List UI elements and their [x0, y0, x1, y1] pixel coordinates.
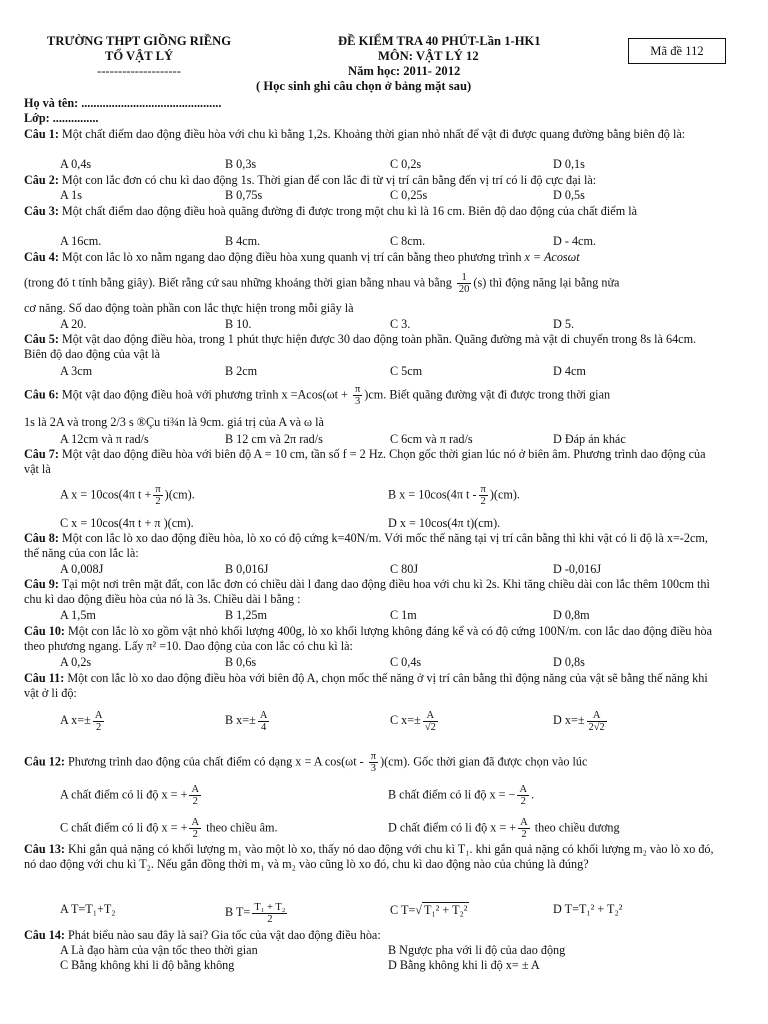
option-a[interactable]: A chất điểm có li độ x = + $\frac{A}{2}$: [60, 784, 200, 807]
question-text: Một con lắc đơn có chu kì dao động 1s. Thời gian để con lắc đi từ vị trí cân bằng đến vị trí có li độ cực đại là:: [58, 173, 597, 187]
answers-2: [60, 188, 720, 202]
exam-note: ( Học sinh ghi câu chọn ở bảng mặt sau): [256, 79, 472, 93]
option-d[interactable]: D Bằng không khi li độ x= ± A: [388, 958, 540, 972]
option-b[interactable]: B 0,016J: [225, 562, 269, 576]
question-text: Một vật dao động điều hòa với biên độ A = 10 cm, tần số f = 2 Hz. Chọn gốc thời gian lúc nó ở biên âm. Phương trình dao động của vật là: [24, 447, 706, 476]
option-c[interactable]: C x=± $\frac{A}{√2}$: [390, 710, 436, 733]
option-b[interactable]: B T= $\frac{\text{T₁ + T₂}}{2}$: [225, 902, 286, 925]
answers-10: [60, 655, 720, 669]
question-label: Câu 13:: [24, 842, 65, 856]
school-name: TRƯỜNG THPT GIỒNG RIỀNG: [46, 34, 232, 48]
option-c[interactable]: C T=√ T₁² + T₂²: [390, 903, 468, 917]
option-a[interactable]: A 3cm: [60, 364, 93, 378]
question-4-line2: (trong đó t tính bằng giây). Biết rằng cứ sau những khoảng thời gian bằng nhau và bằng $\frac{1}{20}$ (s) thì động năng lại bằng nửa: [24, 272, 620, 295]
option-a[interactable]: A 0,4s: [60, 157, 92, 171]
option-a[interactable]: A 12cm và π rad/s: [60, 432, 149, 446]
option-c[interactable]: C 0,25s: [390, 188, 428, 202]
exam-title: ĐỀ KIỂM TRA 40 PHÚT-Lần 1-HK1: [338, 34, 541, 48]
question-label: Câu 3:: [24, 204, 59, 218]
exam-subject: MÔN: VẬT LÝ 12: [378, 49, 479, 63]
question-label: Câu 8:: [24, 531, 59, 545]
answers-7-ab: [60, 484, 720, 507]
option-a[interactable]: A Là đạo hàm của vận tốc theo thời gian: [60, 943, 258, 957]
option-d[interactable]: D T=T₁² + T₂²: [553, 902, 623, 916]
dash-line: --------------------: [97, 64, 181, 78]
question-text: Tại một nơi trên mặt đất, con lắc đơn có chiều dài l đang dao động điều hoa với chu kì 2s. Khi tăng chiều dài con lắc thêm 100cm thì chu kì dao động điều hòa của nó là 3s. Chiều dài l bằng :: [24, 577, 710, 606]
option-b[interactable]: B Ngược pha với li độ của dao động: [388, 943, 566, 957]
answers-9: [60, 608, 720, 622]
option-a[interactable]: A 1,5m: [60, 608, 96, 622]
answers-5: [60, 364, 720, 378]
department: TỔ VẬT LÝ: [104, 49, 174, 63]
question-7: [24, 447, 722, 476]
option-a[interactable]: A 1s: [60, 188, 83, 202]
option-a[interactable]: A 0,2s: [60, 655, 92, 669]
option-c[interactable]: C 80J: [390, 562, 419, 576]
option-d[interactable]: D Đáp án khác: [553, 432, 626, 446]
question-9: [24, 577, 722, 606]
question-text: Một con lắc lò xo dao động điều hòa với biên độ A, chọn mốc thế năng ở vị trí cân bằng thì động năng của vật sẽ bằng thế năng khi vật ở li độ:: [24, 671, 708, 700]
question-4-line3: cơ năng. Số dao động toàn phần con lắc thực hiện trong mỗi giây là: [24, 301, 354, 315]
question-label: Câu 2:: [24, 173, 59, 187]
question-text: Một vật dao động điều hòa, trong 1 phút thực hiện được 30 dao động toàn phần. Quãng đường mà vật di chuyển trong 8s là 64cm. Biên độ dao động của vật là: [24, 332, 697, 361]
question-13: [24, 842, 722, 871]
question-label: Câu 11:: [24, 671, 65, 685]
question-label: Câu 7:: [24, 447, 59, 461]
answers-7-cd: [60, 516, 720, 530]
option-d[interactable]: D 0,1s: [553, 157, 585, 171]
option-b[interactable]: B 10.: [225, 317, 252, 331]
question-text: Một con lắc lò xo dao động điều hòa, lò xo có độ cứng k=40N/m. Với mốc thế năng tại vị trí cân bằng thì khi vật có li độ là x=-2cm, thế năng của con lắc là:: [24, 531, 708, 560]
question-5: [24, 332, 722, 361]
question-1: [24, 127, 722, 142]
question-text: Một chất điểm dao động điều hòa với chu kì bằng 1,2s. Khoảng thời gian nhỏ nhất để vật đi được quang đường bằng biên độ là:: [58, 127, 686, 141]
question-12: Câu 12: Phương trình dao động của chất điểm có dạng x = A cos(ωt - $\frac{\pi}{3}$ )(cm). Gốc thời gian đã được chọn vào lúc: [24, 751, 588, 774]
question-text: Khi gắn quả nặng có khối lượng m₁ vào một lò xo, thấy nó dao động với chu kì T₁. khi gắn quả nặng có khối lượng m₂ vào lò xo đó, nó dao động với chu kì T₂. Nếu gắn đồng thời m₁ và m₂ vào cũng lò xo đó, chu kì dao động nào của chúng là đúng?: [24, 842, 714, 871]
option-b[interactable]: B chất điểm có li độ x = − $\frac{A}{2}$ .: [388, 784, 535, 807]
option-b[interactable]: B x = 10cos(4π t - $\frac{\pi}{2}$ )(cm).: [388, 484, 520, 507]
question-8: [24, 531, 722, 560]
option-c[interactable]: C 6cm và π rad/s: [390, 432, 473, 446]
answers-12-cd: [60, 817, 720, 840]
answers-6: [60, 432, 720, 446]
question-label: Câu 1:: [24, 127, 59, 141]
answers-14-cd: [60, 958, 720, 972]
question-text: Phương trình dao động của chất điểm có dạng x = A cos(ωt -: [64, 754, 367, 769]
question-text: Một chất điểm dao động điều hoà quãng đường đi được trong một chu kì là 16 cm. Biên độ dao động của chất điểm là: [58, 204, 638, 218]
question-label: Câu 9:: [24, 577, 59, 591]
answers-11: [60, 710, 720, 733]
option-d[interactable]: D 0,8m: [553, 608, 590, 622]
answers-14-ab: [60, 943, 720, 957]
option-c[interactable]: C x = 10cos(4π t + π )(cm).: [60, 516, 194, 530]
option-b[interactable]: B 0,6s: [225, 655, 257, 669]
question-6: Câu 6: Một vật dao động điều hoà với phương trình x =Acos(ωt + $\frac{\pi}{3}$ )cm. Biết quãng đường vật đi được trong thời gian: [24, 384, 611, 407]
option-d[interactable]: D 0,5s: [553, 188, 585, 202]
question-4: [24, 250, 722, 265]
question-6-line2: 1s là 2A và trong 2/3 s ®Çu ti¾n là 9cm. giá trị của A và ω là: [24, 415, 324, 429]
answers-1: [60, 157, 720, 171]
option-a[interactable]: A 20.: [60, 317, 87, 331]
school-year: Năm học: 2011- 2012: [348, 64, 461, 78]
option-d[interactable]: D chất điểm có li độ x = + $\frac{A}{2}$ theo chiều dương: [388, 817, 620, 840]
option-b[interactable]: B 4cm.: [225, 234, 261, 248]
answers-4: [60, 317, 720, 331]
equation: x = Acosωt: [524, 250, 580, 264]
answers-12-ab: [60, 784, 720, 807]
question-label: Câu 10:: [24, 624, 65, 638]
school-header: [24, 34, 254, 79]
option-d[interactable]: D 4cm: [553, 364, 586, 378]
option-c[interactable]: C Bằng không khi li độ bằng không: [60, 958, 235, 972]
question-3: [24, 204, 722, 219]
option-a[interactable]: A T=T₁+T₂: [60, 902, 116, 916]
answers-3: [60, 234, 720, 248]
option-c[interactable]: C 1m: [390, 608, 417, 622]
option-c[interactable]: C 5cm: [390, 364, 423, 378]
option-c[interactable]: C 0,2s: [390, 157, 422, 171]
answers-13: [60, 902, 720, 925]
question-label: Câu 5:: [24, 332, 59, 346]
question-text: Một con lắc lò xo nằm ngang dao động điều hòa xung quanh vị trí cân bằng theo phương trình: [58, 250, 525, 264]
option-c[interactable]: C 0,4s: [390, 655, 422, 669]
option-c[interactable]: C 8cm.: [390, 234, 426, 248]
student-info: [24, 96, 221, 126]
question-2: [24, 173, 722, 188]
fraction: $\frac{1}{20}$: [458, 272, 470, 295]
option-d[interactable]: D - 4cm.: [553, 234, 596, 248]
option-d[interactable]: D 5.: [553, 317, 574, 331]
exam-code-box: Mã đề 112: [628, 38, 726, 64]
fraction: $\frac{\pi}{3}$: [354, 384, 361, 407]
option-d[interactable]: D -0,016J: [553, 562, 602, 576]
question-label: Câu 12:: [24, 754, 65, 769]
option-b[interactable]: B 12 cm và 2π rad/s: [225, 432, 323, 446]
exam-header: [256, 34, 628, 94]
question-label: Câu 6:: [24, 387, 59, 402]
student-class-line: Lớp: ...............: [24, 111, 99, 125]
answers-8: [60, 562, 720, 576]
option-a[interactable]: A x = 10cos(4π t + $\frac{\pi}{2}$ )(cm).: [60, 484, 195, 507]
question-text: Một con lắc lò xo gồm vật nhỏ khối lượng 400g, lò xo khối lượng không đáng kể và có độ cứng 100N/m. con lắc dao động điều hòa theo phương ngang. Lấy π² =10. Dao động của con lắc có chu kì là:: [24, 624, 713, 653]
option-d[interactable]: D x = 10cos(4π t)(cm).: [388, 516, 501, 530]
question-label: Câu 4:: [24, 250, 59, 264]
option-b[interactable]: B 0,3s: [225, 157, 257, 171]
option-a[interactable]: A 0,008J: [60, 562, 104, 576]
question-text: Phát biểu nào sau đây là sai? Gia tốc của vật dao động điều hòa:: [64, 928, 381, 942]
student-name-line: Họ và tên: ..............................................: [24, 96, 222, 110]
option-a[interactable]: A x=± $\frac{A}{2}$: [60, 710, 103, 733]
question-11: [24, 671, 722, 700]
option-a[interactable]: A 16cm.: [60, 234, 102, 248]
option-b[interactable]: B 1,25m: [225, 608, 267, 622]
option-b[interactable]: B 2cm: [225, 364, 258, 378]
option-b[interactable]: B x=± $\frac{A}{4}$: [225, 710, 268, 733]
option-c[interactable]: C 3.: [390, 317, 411, 331]
question-10: [24, 624, 722, 653]
question-14: [24, 928, 722, 943]
question-label: Câu 14:: [24, 928, 65, 942]
option-b[interactable]: B 0,75s: [225, 188, 263, 202]
option-c[interactable]: C chất điểm có li độ x = + $\frac{A}{2}$ theo chiều âm.: [60, 817, 278, 840]
question-text: Một vật dao động điều hoà với phương trình x =Acos(ωt +: [58, 387, 351, 402]
option-d[interactable]: D 0,8s: [553, 655, 585, 669]
option-d[interactable]: D x=± $\frac{A}{2√2}$: [553, 710, 605, 733]
